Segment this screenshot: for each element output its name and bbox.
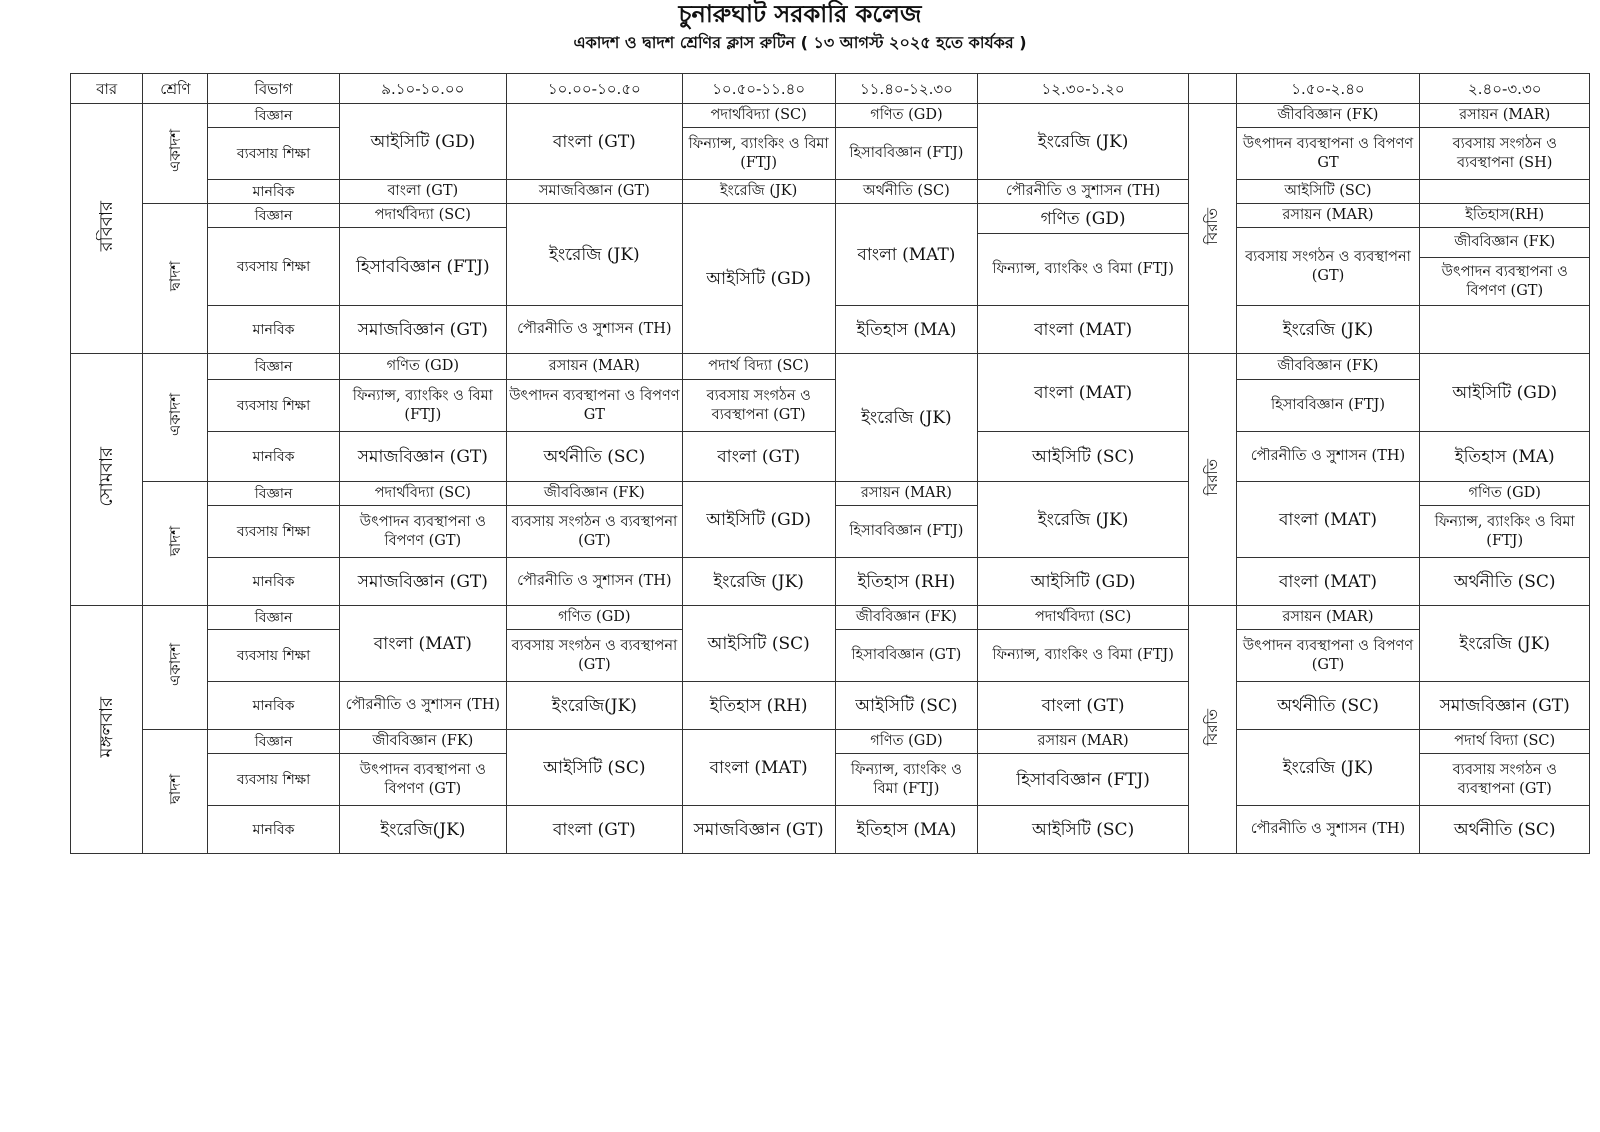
- cell: ইংরেজি(JK): [339, 806, 506, 854]
- table-row: [71, 606, 1590, 630]
- class-11: একাদশ: [143, 606, 208, 730]
- table-row: [71, 730, 1590, 754]
- cell: পদার্থবিদ্যা (SC): [978, 606, 1189, 630]
- table-row: [71, 432, 1590, 482]
- cell: সমাজবিজ্ঞান (GT): [507, 180, 683, 204]
- cell: পদার্থবিদ্যা (SC): [339, 204, 506, 228]
- cell: আইসিটি (GD): [978, 558, 1189, 606]
- cell: জীববিজ্ঞান (FK): [507, 482, 683, 506]
- cell: সমাজবিজ্ঞান (GT): [1420, 682, 1590, 730]
- cell: উৎপাদন ব্যবস্থাপনা ও বিপণণ (GT): [339, 506, 506, 558]
- cell: হিসাববিজ্ঞান (FTJ): [835, 506, 978, 558]
- cell: বাংলা (MAT): [978, 306, 1189, 354]
- cell: গণিত (GD): [835, 730, 978, 754]
- class-12: দ্বাদশ: [143, 730, 208, 854]
- header-period-3: ১০.৫০-১১.৪০: [682, 74, 835, 104]
- break-monday: বিরতি: [1189, 354, 1237, 606]
- dept-business: ব্যবসায় শিক্ষা: [208, 754, 339, 806]
- day-tuesday: মঙ্গলবার: [71, 606, 143, 854]
- break-sunday: বিরতি: [1189, 104, 1237, 354]
- dept-humanities: মানবিক: [208, 432, 339, 482]
- cell: জীববিজ্ঞান (FK): [835, 606, 978, 630]
- cell: আইসিটি (GD): [682, 482, 835, 558]
- table-row: [71, 558, 1590, 606]
- cell: পৌরনীতি ও সুশাসন (TH): [339, 682, 506, 730]
- dept-business: ব্যবসায় শিক্ষা: [208, 380, 339, 432]
- cell: ইংরেজি (JK): [507, 204, 683, 306]
- cell: ইতিহাস (MA): [835, 806, 978, 854]
- dept-science: বিজ্ঞান: [208, 354, 339, 380]
- cell: রসায়ন (MAR): [1236, 204, 1420, 228]
- header-dept: বিভাগ: [208, 74, 339, 104]
- cell: ইতিহাস (RH): [682, 682, 835, 730]
- cell: ইতিহাস (RH): [835, 558, 978, 606]
- cell: পৌরনীতি ও সুশাসন (TH): [507, 306, 683, 354]
- page-title: চুনারুঘাট সরকারি কলেজ: [678, 0, 922, 28]
- dept-humanities: মানবিক: [208, 806, 339, 854]
- header-period-1: ৯.১০-১০.০০: [339, 74, 506, 104]
- cell: ইংরেজি (JK): [682, 180, 835, 204]
- header-break: [1189, 74, 1237, 104]
- cell: হিসাববিজ্ঞান (FTJ): [978, 754, 1189, 806]
- day-monday: সোমবার: [71, 354, 143, 606]
- cell: আইসিটি (SC): [1236, 180, 1420, 204]
- cell: জীববিজ্ঞান (FK): [1420, 228, 1590, 258]
- cell: গণিত (GD): [339, 354, 506, 380]
- cell: ব্যবসায় সংগঠন ও ব্যবস্থাপনা (GT): [682, 380, 835, 432]
- cell: উৎপাদন ব্যবস্থাপনা ও বিপণণ (GT): [1420, 258, 1590, 306]
- cell: পৌরনীতি ও সুশাসন (TH): [507, 558, 683, 606]
- cell: রসায়ন (MAR): [1236, 606, 1420, 630]
- cell: জীববিজ্ঞান (FK): [1236, 104, 1420, 128]
- cell: সমাজবিজ্ঞান (GT): [339, 306, 506, 354]
- cell: অর্থনীতি (SC): [1420, 558, 1590, 606]
- cell: বাংলা (GT): [978, 682, 1189, 730]
- header-period-2: ১০.০০-১০.৫০: [507, 74, 683, 104]
- cell: হিসাববিজ্ঞান (GT): [835, 630, 978, 682]
- cell: [1420, 306, 1590, 354]
- header-row: [71, 74, 1590, 104]
- cell: আইসিটি (GD): [682, 204, 835, 354]
- dept-humanities: মানবিক: [208, 558, 339, 606]
- cell: পদার্থ বিদ্যা (SC): [1420, 730, 1590, 754]
- cell: অর্থনীতি (SC): [835, 180, 978, 204]
- break-tuesday: বিরতি: [1189, 606, 1237, 854]
- cell: পদার্থবিদ্যা (SC): [682, 104, 835, 128]
- cell: ব্যবসায় সংগঠন ও ব্যবস্থাপনা (GT): [507, 506, 683, 558]
- cell: ইংরেজি (JK): [835, 354, 978, 482]
- dept-science: বিজ্ঞান: [208, 730, 339, 754]
- cell: ইংরেজি (JK): [682, 558, 835, 606]
- dept-business: ব্যবসায় শিক্ষা: [208, 128, 339, 180]
- cell: হিসাববিজ্ঞান (FTJ): [835, 128, 978, 180]
- dept-business: ব্যবসায় শিক্ষা: [208, 506, 339, 558]
- cell: রসায়ন (MAR): [835, 482, 978, 506]
- header-class: শ্রেণি: [143, 74, 208, 104]
- cell: হিসাববিজ্ঞান (FTJ): [1236, 380, 1420, 432]
- cell: পৌরনীতি ও সুশাসন (TH): [1236, 432, 1420, 482]
- cell: ফিন্যান্স, ব্যাংকিং ও বিমা (FTJ): [1420, 506, 1590, 558]
- dept-humanities: মানবিক: [208, 306, 339, 354]
- cell: আইসিটি (GD): [1420, 354, 1590, 432]
- cell: বাংলা (MAT): [339, 606, 506, 682]
- header-period-7: ২.৪০-৩.৩০: [1420, 74, 1590, 104]
- dept-business: ব্যবসায় শিক্ষা: [208, 630, 339, 682]
- cell: ফিন্যান্স, ব্যাংকিং ও বিমা (FTJ): [978, 630, 1189, 682]
- cell: রসায়ন (MAR): [1420, 104, 1590, 128]
- cell: বাংলা (MAT): [682, 730, 835, 806]
- cell: ইংরেজি (JK): [1236, 306, 1420, 354]
- routine-table: [70, 73, 1590, 854]
- dept-humanities: মানবিক: [208, 180, 339, 204]
- cell: ফিন্যান্স, ব্যাংকিং ও বিমা (FTJ): [978, 234, 1189, 306]
- table-row: [71, 104, 1590, 128]
- cell: আইসিটি (GD): [339, 104, 506, 180]
- cell: পৌরনীতি ও সুশাসন (TH): [1236, 806, 1420, 854]
- class-12: দ্বাদশ: [143, 204, 208, 354]
- cell: আইসিটি (SC): [835, 682, 978, 730]
- cell: বাংলা (GT): [507, 806, 683, 854]
- day-sunday: রবিবার: [71, 104, 143, 354]
- class-12: দ্বাদশ: [143, 482, 208, 606]
- table-row: [71, 482, 1590, 506]
- cell: আইসিটি (SC): [507, 730, 683, 806]
- cell: উৎপাদন ব্যবস্থাপনা ও বিপণণ GT: [1236, 128, 1420, 180]
- cell: উৎপাদন ব্যবস্থাপনা ও বিপণণ GT: [507, 380, 683, 432]
- cell: ফিন্যান্স, ব্যাংকিং ও বিমা (FTJ): [339, 380, 506, 432]
- cell: বাংলা (GT): [339, 180, 506, 204]
- cell: রসায়ন (MAR): [978, 730, 1189, 754]
- cell: রসায়ন (MAR): [507, 354, 683, 380]
- cell: ইংরেজি (JK): [978, 104, 1189, 180]
- cell: ইংরেজি(JK): [507, 682, 683, 730]
- cell: পদার্থবিদ্যা (SC): [339, 482, 506, 506]
- cell: বাংলা (MAT): [978, 354, 1189, 432]
- cell: ব্যবসায় সংগঠন ও ব্যবস্থাপনা (GT): [507, 630, 683, 682]
- dept-science: বিজ্ঞান: [208, 606, 339, 630]
- cell: ব্যবসায় সংগঠন ও ব্যবস্থাপনা (SH): [1420, 128, 1590, 180]
- cell: বাংলা (MAT): [835, 204, 978, 306]
- cell: ব্যবসায় সংগঠন ও ব্যবস্থাপনা (GT): [1236, 228, 1420, 306]
- cell: আইসিটি (SC): [978, 806, 1189, 854]
- header-day: বার: [71, 74, 143, 104]
- table-row: [71, 180, 1590, 204]
- page-subtitle: একাদশ ও দ্বাদশ শ্রেণির ক্লাস রুটিন ( ১৩ আগস্ট ২০২৫ হতে কার্যকর ): [573, 33, 1027, 52]
- dept-humanities: মানবিক: [208, 682, 339, 730]
- table-row: [71, 204, 1590, 228]
- cell: ফিন্যান্স, ব্যাংকিং ও বিমা (FTJ): [835, 754, 978, 806]
- cell: ব্যবসায় সংগঠন ও ব্যবস্থাপনা (GT): [1420, 754, 1590, 806]
- cell: সমাজবিজ্ঞান (GT): [682, 806, 835, 854]
- cell: ইতিহাস (MA): [835, 306, 978, 354]
- header-period-6: ১.৫০-২.৪০: [1236, 74, 1420, 104]
- cell: উৎপাদন ব্যবস্থাপনা ও বিপণণ (GT): [1236, 630, 1420, 682]
- table-row: [71, 354, 1590, 380]
- table-row: [71, 380, 1590, 432]
- header-period-5: ১২.৩০-১.২০: [978, 74, 1189, 104]
- cell: ইংরেজি (JK): [1236, 730, 1420, 806]
- cell: ইতিহাস(RH): [1420, 204, 1590, 228]
- cell: অর্থনীতি (SC): [1236, 682, 1420, 730]
- cell: গণিত (GD): [978, 204, 1189, 234]
- cell: ইংরেজি (JK): [978, 482, 1189, 558]
- cell: সমাজবিজ্ঞান (GT): [339, 558, 506, 606]
- cell: বাংলা (MAT): [1236, 558, 1420, 606]
- dept-business: ব্যবসায় শিক্ষা: [208, 228, 339, 306]
- dept-science: বিজ্ঞান: [208, 104, 339, 128]
- class-11: একাদশ: [143, 104, 208, 204]
- cell: পদার্থ বিদ্যা (SC): [682, 354, 835, 380]
- cell: পৌরনীতি ও সুশাসন (TH): [978, 180, 1189, 204]
- cell: আইসিটি (SC): [978, 432, 1189, 482]
- table-row: [71, 806, 1590, 854]
- cell: গণিত (GD): [835, 104, 978, 128]
- class-11: একাদশ: [143, 354, 208, 482]
- dept-science: বিজ্ঞান: [208, 482, 339, 506]
- cell: অর্থনীতি (SC): [1420, 806, 1590, 854]
- cell: ইংরেজি (JK): [1420, 606, 1590, 682]
- table-row: [71, 682, 1590, 730]
- cell: গণিত (GD): [1420, 482, 1590, 506]
- cell: উৎপাদন ব্যবস্থাপনা ও বিপণণ (GT): [339, 754, 506, 806]
- dept-science: বিজ্ঞান: [208, 204, 339, 228]
- cell: জীববিজ্ঞান (FK): [339, 730, 506, 754]
- cell: সমাজবিজ্ঞান (GT): [339, 432, 506, 482]
- cell: বাংলা (GT): [507, 104, 683, 180]
- cell: গণিত (GD): [507, 606, 683, 630]
- cell: অর্থনীতি (SC): [507, 432, 683, 482]
- cell: ফিন্যান্স, ব্যাংকিং ও বিমা (FTJ): [682, 128, 835, 180]
- cell: হিসাববিজ্ঞান (FTJ): [339, 228, 506, 306]
- cell: বাংলা (GT): [682, 432, 835, 482]
- cell: ইতিহাস (MA): [1420, 432, 1590, 482]
- cell: জীববিজ্ঞান (FK): [1236, 354, 1420, 380]
- cell: [1420, 180, 1590, 204]
- cell: বাংলা (MAT): [1236, 482, 1420, 558]
- table-row: [71, 128, 1590, 154]
- header-period-4: ১১.৪০-১২.৩০: [835, 74, 978, 104]
- cell: আইসিটি (SC): [682, 606, 835, 682]
